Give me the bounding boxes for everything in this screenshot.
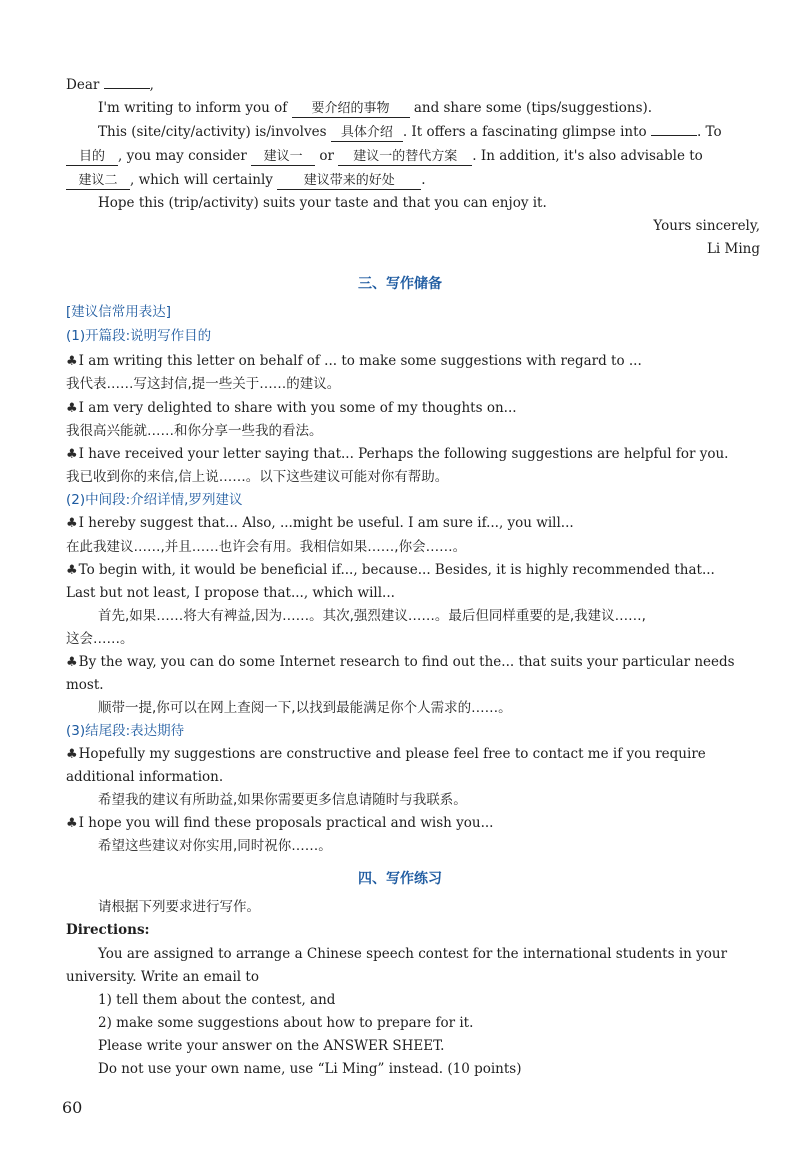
letter-text: I'm writing to inform you of <box>98 100 288 116</box>
letter-greeting-line: Dear , <box>66 77 154 93</box>
expression-en-cont: most. <box>66 677 104 693</box>
expression-en: ♣I am writing this letter on behalf of ... to make some suggestions with regard to ... <box>66 353 642 369</box>
fill-blank: 建议一的替代方案 <box>338 149 472 166</box>
letter-line-4 <box>66 171 760 190</box>
letter-closing: Yours sincerely, <box>653 218 760 234</box>
expression-en: ♣I have received your letter saying that... Perhaps the following suggestions are helpful for you. <box>66 446 729 462</box>
directions-name-note: Do not use your own name, use “Li Ming” instead. (10 points) <box>98 1061 522 1077</box>
letter-line-2 <box>98 123 760 142</box>
club-icon: ♣ <box>66 516 78 531</box>
expression-cn: 希望这些建议对你实用,同时祝你……。 <box>98 838 332 854</box>
club-icon: ♣ <box>66 354 78 369</box>
part2-title: (2)中间段:介绍详情,罗列建议 <box>66 492 243 508</box>
expression-en: ♣By the way, you can do some Internet research to find out the... that suits your particular needs <box>66 654 735 670</box>
part1-title: (1)开篇段:说明写作目的 <box>66 328 212 344</box>
letter-signature: Li Ming <box>706 241 760 257</box>
practice-intro: 请根据下列要求进行写作。 <box>98 899 260 915</box>
letter-line-1 <box>98 99 760 118</box>
directions-answer-note: Please write your answer on the ANSWER SHEET. <box>98 1038 445 1054</box>
expression-en-cont: additional information. <box>66 769 224 785</box>
expression-cn: 我代表……写这封信,提一些关于……的建议。 <box>66 376 341 392</box>
blank-line <box>104 76 150 89</box>
expression-cn: 我很高兴能就……和你分享一些我的看法。 <box>66 423 323 439</box>
section-title-prep: 三、写作储备 <box>358 276 442 292</box>
letter-text: , which will certainly <box>130 172 273 188</box>
expression-cn: 我已收到你的来信,信上说……。以下这些建议可能对你有帮助。 <box>66 469 449 485</box>
expression-en-cont: Last but not least, I propose that..., which will... <box>66 585 395 601</box>
fill-blank: 具体介绍 <box>331 125 403 142</box>
expression-cn: 在此我建议……,并且……也许会有用。我相信如果……,你会……。 <box>66 539 467 555</box>
letter-text: . It offers a fascinating glimpse into <box>402 124 647 140</box>
letter-line-5: Hope this (trip/activity) suits your taste and that you can enjoy it. <box>98 195 547 211</box>
club-icon: ♣ <box>66 563 78 578</box>
club-icon: ♣ <box>66 747 78 762</box>
fill-blank: 要介绍的事物 <box>292 101 410 118</box>
letter-greeting: Dear <box>66 77 100 93</box>
letter-text: This (site/city/activity) is/involves <box>98 124 327 140</box>
club-icon: ♣ <box>66 816 78 831</box>
letter-text: and share some (tips/suggestions). <box>413 100 653 116</box>
club-icon: ♣ <box>66 655 78 670</box>
expression-cn-cont: 这会……。 <box>66 631 134 647</box>
expression-en: ♣I hope you will find these proposals practical and wish you... <box>66 815 494 831</box>
letter-text: or <box>319 148 334 164</box>
expression-en: ♣To begin with, it would be beneficial if..., because... Besides, it is highly recommended that... <box>66 562 715 578</box>
letter-text: . <box>421 172 426 188</box>
blank-line <box>651 123 697 136</box>
directions-text-cont: university. Write an email to <box>66 969 259 985</box>
letter-text: . In addition, it's also advisable to <box>472 148 703 164</box>
expression-en: ♣I hereby suggest that... Also, ...might be useful. I am sure if..., you will... <box>66 515 574 531</box>
fill-blank: 建议二 <box>66 173 130 190</box>
page-number: 60 <box>62 1098 83 1117</box>
expression-en: ♣I am very delighted to share with you some of my thoughts on... <box>66 400 517 416</box>
expression-cn: 顺带一提,你可以在网上查阅一下,以找到最能满足你个人需求的……。 <box>98 700 512 716</box>
fill-blank: 建议带来的好处 <box>277 173 421 190</box>
expression-box-label: [建议信常用表达] <box>66 304 172 320</box>
club-icon: ♣ <box>66 401 78 416</box>
letter-line-3 <box>66 147 760 166</box>
club-icon: ♣ <box>66 447 78 462</box>
fill-blank: 建议一 <box>251 149 315 166</box>
expression-cn: 希望我的建议有所助益,如果你需要更多信息请随时与我联系。 <box>98 792 467 808</box>
directions-label: Directions: <box>66 922 150 938</box>
directions-item-1: 1) tell them about the contest, and <box>98 992 336 1008</box>
expression-cn: 首先,如果……将大有裨益,因为……。其次,强烈建议……。最后但同样重要的是,我建议……, <box>98 608 646 624</box>
letter-text: . To <box>696 124 722 140</box>
directions-item-2: 2) make some suggestions about how to prepare for it. <box>98 1015 474 1031</box>
directions-text: You are assigned to arrange a Chinese speech contest for the international students in your <box>98 946 728 962</box>
fill-blank: 目的 <box>66 149 118 166</box>
section-title-practice: 四、写作练习 <box>358 871 442 887</box>
part3-title: (3)结尾段:表达期待 <box>66 723 185 739</box>
expression-en: ♣Hopefully my suggestions are constructive and please feel free to contact me if you require <box>66 746 706 762</box>
letter-text: , you may consider <box>118 148 247 164</box>
